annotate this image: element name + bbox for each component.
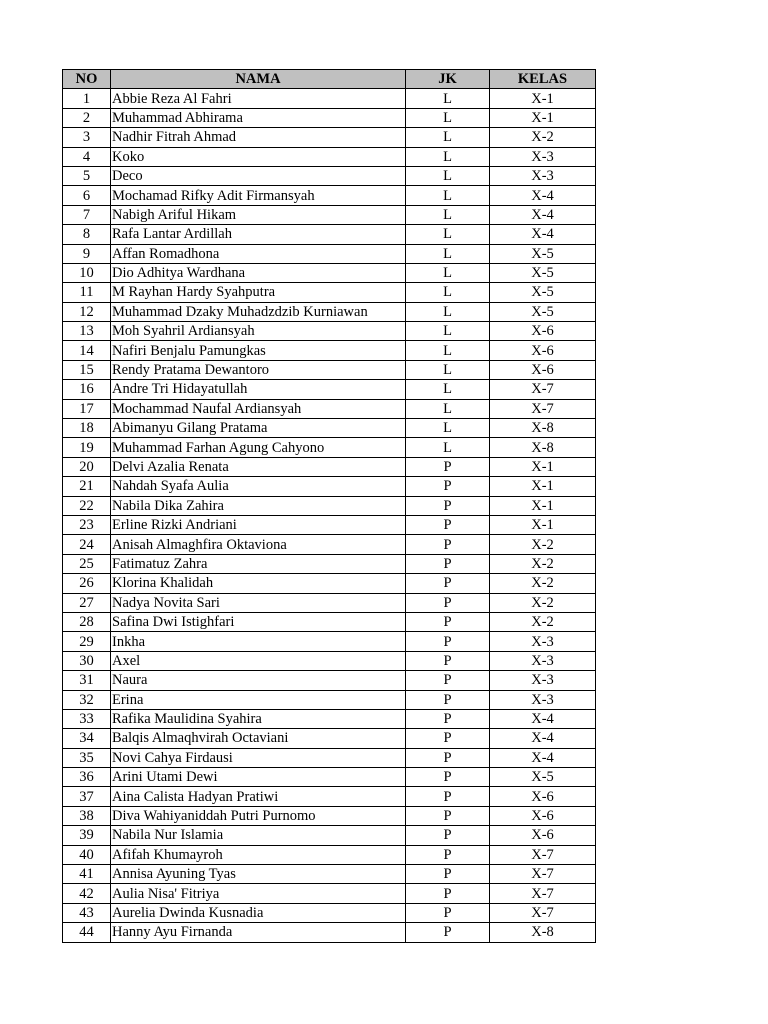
cell-jk: L [406, 302, 490, 321]
cell-jk: P [406, 884, 490, 903]
cell-jk: L [406, 399, 490, 418]
cell-nama: Nadhir Fitrah Ahmad [111, 128, 406, 147]
cell-jk: P [406, 806, 490, 825]
table-header [63, 70, 596, 89]
cell-nama: Arini Utami Dewi [111, 768, 406, 787]
cell-jk: L [406, 128, 490, 147]
cell-kelas: X-5 [490, 768, 596, 787]
cell-nama: Mochamad Rifky Adit Firmansyah [111, 186, 406, 205]
cell-kelas: X-4 [490, 205, 596, 224]
cell-no: 44 [63, 923, 111, 942]
cell-kelas: X-3 [490, 147, 596, 166]
cell-nama: Inkha [111, 632, 406, 651]
cell-no: 18 [63, 419, 111, 438]
cell-kelas: X-6 [490, 806, 596, 825]
cell-kelas: X-5 [490, 244, 596, 263]
header-kelas: KELAS [490, 70, 596, 89]
cell-kelas: X-6 [490, 322, 596, 341]
cell-nama: Nabigh Ariful Hikam [111, 205, 406, 224]
table-row [63, 690, 596, 709]
table-row [63, 302, 596, 321]
cell-no: 29 [63, 632, 111, 651]
cell-no: 10 [63, 263, 111, 282]
table-row [63, 341, 596, 360]
table-row [63, 865, 596, 884]
cell-jk: L [406, 225, 490, 244]
cell-nama: Nadya Novita Sari [111, 593, 406, 612]
table-body [63, 89, 596, 942]
cell-no: 21 [63, 477, 111, 496]
cell-nama: Mochammad Naufal Ardiansyah [111, 399, 406, 418]
cell-kelas: X-6 [490, 341, 596, 360]
cell-nama: Diva Wahiyaniddah Putri Purnomo [111, 806, 406, 825]
cell-kelas: X-3 [490, 671, 596, 690]
table-row [63, 147, 596, 166]
table-row [63, 457, 596, 476]
table-row [63, 322, 596, 341]
cell-no: 19 [63, 438, 111, 457]
cell-jk: L [406, 263, 490, 282]
cell-no: 33 [63, 709, 111, 728]
cell-jk: P [406, 768, 490, 787]
cell-nama: Rendy Pratama Dewantoro [111, 360, 406, 379]
cell-no: 37 [63, 787, 111, 806]
cell-jk: L [406, 438, 490, 457]
cell-kelas: X-7 [490, 399, 596, 418]
cell-jk: P [406, 574, 490, 593]
cell-jk: L [406, 89, 490, 108]
cell-kelas: X-1 [490, 457, 596, 476]
cell-kelas: X-4 [490, 748, 596, 767]
table-row [63, 651, 596, 670]
table-row [63, 574, 596, 593]
cell-jk: L [406, 108, 490, 127]
table-row [63, 128, 596, 147]
cell-jk: P [406, 729, 490, 748]
cell-no: 17 [63, 399, 111, 418]
cell-jk: L [406, 283, 490, 302]
cell-no: 35 [63, 748, 111, 767]
cell-kelas: X-1 [490, 108, 596, 127]
cell-kelas: X-2 [490, 554, 596, 573]
cell-nama: M Rayhan Hardy Syahputra [111, 283, 406, 302]
table-row [63, 186, 596, 205]
cell-kelas: X-1 [490, 477, 596, 496]
cell-nama: Muhammad Abhirama [111, 108, 406, 127]
cell-nama: Erline Rizki Andriani [111, 515, 406, 534]
cell-jk: P [406, 651, 490, 670]
cell-jk: L [406, 147, 490, 166]
cell-no: 42 [63, 884, 111, 903]
table-row [63, 244, 596, 263]
cell-kelas: X-7 [490, 380, 596, 399]
cell-no: 25 [63, 554, 111, 573]
cell-nama: Afifah Khumayroh [111, 845, 406, 864]
cell-nama: Affan Romadhona [111, 244, 406, 263]
table-row [63, 554, 596, 573]
table-row [63, 787, 596, 806]
cell-no: 43 [63, 903, 111, 922]
header-row [63, 70, 596, 89]
cell-no: 28 [63, 612, 111, 631]
cell-nama: Balqis Almaqhvirah Octaviani [111, 729, 406, 748]
table-row [63, 205, 596, 224]
table-row [63, 419, 596, 438]
table-row [63, 380, 596, 399]
cell-no: 38 [63, 806, 111, 825]
cell-no: 7 [63, 205, 111, 224]
cell-no: 27 [63, 593, 111, 612]
cell-kelas: X-2 [490, 128, 596, 147]
cell-nama: Annisa Ayuning Tyas [111, 865, 406, 884]
cell-kelas: X-3 [490, 166, 596, 185]
cell-no: 11 [63, 283, 111, 302]
cell-nama: Anisah Almaghfira Oktaviona [111, 535, 406, 554]
cell-nama: Deco [111, 166, 406, 185]
table-row [63, 709, 596, 728]
cell-kelas: X-5 [490, 283, 596, 302]
cell-nama: Naura [111, 671, 406, 690]
table-row [63, 535, 596, 554]
cell-nama: Rafa Lantar Ardillah [111, 225, 406, 244]
cell-kelas: X-3 [490, 632, 596, 651]
cell-no: 30 [63, 651, 111, 670]
table-row [63, 923, 596, 942]
cell-no: 20 [63, 457, 111, 476]
cell-no: 36 [63, 768, 111, 787]
cell-kelas: X-8 [490, 419, 596, 438]
cell-jk: L [406, 380, 490, 399]
cell-jk: P [406, 496, 490, 515]
table-row [63, 263, 596, 282]
cell-nama: Rafika Maulidina Syahira [111, 709, 406, 728]
cell-kelas: X-1 [490, 515, 596, 534]
cell-jk: P [406, 554, 490, 573]
cell-kelas: X-1 [490, 496, 596, 515]
table-row [63, 283, 596, 302]
cell-no: 2 [63, 108, 111, 127]
table-row [63, 903, 596, 922]
cell-jk: P [406, 535, 490, 554]
table-row [63, 671, 596, 690]
cell-nama: Abimanyu Gilang Pratama [111, 419, 406, 438]
cell-nama: Nabila Nur Islamia [111, 826, 406, 845]
table-row [63, 399, 596, 418]
table-row [63, 612, 596, 631]
header-nama: NAMA [111, 70, 406, 89]
cell-no: 6 [63, 186, 111, 205]
cell-nama: Nabila Dika Zahira [111, 496, 406, 515]
cell-jk: P [406, 612, 490, 631]
cell-kelas: X-7 [490, 884, 596, 903]
cell-kelas: X-5 [490, 263, 596, 282]
cell-jk: P [406, 477, 490, 496]
cell-nama: Dio Adhitya Wardhana [111, 263, 406, 282]
cell-jk: P [406, 748, 490, 767]
cell-kelas: X-4 [490, 729, 596, 748]
cell-kelas: X-5 [490, 302, 596, 321]
header-jk: JK [406, 70, 490, 89]
table-row [63, 438, 596, 457]
cell-no: 4 [63, 147, 111, 166]
cell-no: 8 [63, 225, 111, 244]
cell-kelas: X-3 [490, 690, 596, 709]
table-row [63, 632, 596, 651]
table-row [63, 729, 596, 748]
cell-jk: L [406, 341, 490, 360]
cell-no: 9 [63, 244, 111, 263]
table-row [63, 768, 596, 787]
cell-nama: Muhammad Dzaky Muhadzdzib Kurniawan [111, 302, 406, 321]
table-row [63, 225, 596, 244]
cell-no: 40 [63, 845, 111, 864]
cell-kelas: X-3 [490, 651, 596, 670]
cell-jk: P [406, 865, 490, 884]
cell-jk: P [406, 709, 490, 728]
cell-nama: Abbie Reza Al Fahri [111, 89, 406, 108]
cell-nama: Aina Calista Hadyan Pratiwi [111, 787, 406, 806]
cell-jk: L [406, 322, 490, 341]
cell-no: 16 [63, 380, 111, 399]
cell-no: 24 [63, 535, 111, 554]
cell-no: 14 [63, 341, 111, 360]
cell-no: 34 [63, 729, 111, 748]
cell-kelas: X-4 [490, 709, 596, 728]
cell-jk: P [406, 515, 490, 534]
cell-kelas: X-6 [490, 787, 596, 806]
table-row [63, 89, 596, 108]
cell-nama: Muhammad Farhan Agung Cahyono [111, 438, 406, 457]
cell-nama: Safina Dwi Istighfari [111, 612, 406, 631]
cell-kelas: X-7 [490, 865, 596, 884]
header-no: NO [63, 70, 111, 89]
table-row [63, 884, 596, 903]
cell-jk: L [406, 360, 490, 379]
cell-kelas: X-1 [490, 89, 596, 108]
cell-kelas: X-6 [490, 360, 596, 379]
cell-nama: Andre Tri Hidayatullah [111, 380, 406, 399]
cell-nama: Moh Syahril Ardiansyah [111, 322, 406, 341]
cell-nama: Axel [111, 651, 406, 670]
cell-nama: Koko [111, 147, 406, 166]
cell-jk: P [406, 457, 490, 476]
cell-jk: L [406, 244, 490, 263]
cell-kelas: X-6 [490, 826, 596, 845]
cell-nama: Delvi Azalia Renata [111, 457, 406, 476]
cell-jk: P [406, 690, 490, 709]
cell-jk: L [406, 166, 490, 185]
table-row [63, 593, 596, 612]
cell-kelas: X-4 [490, 186, 596, 205]
cell-no: 3 [63, 128, 111, 147]
student-table [62, 69, 596, 943]
cell-jk: P [406, 826, 490, 845]
table-row [63, 748, 596, 767]
cell-nama: Hanny Ayu Firnanda [111, 923, 406, 942]
cell-no: 23 [63, 515, 111, 534]
cell-jk: L [406, 419, 490, 438]
table-row [63, 477, 596, 496]
cell-kelas: X-4 [490, 225, 596, 244]
cell-jk: P [406, 632, 490, 651]
cell-no: 26 [63, 574, 111, 593]
table-row [63, 108, 596, 127]
cell-no: 41 [63, 865, 111, 884]
cell-no: 22 [63, 496, 111, 515]
table-row [63, 515, 596, 534]
table-row [63, 360, 596, 379]
cell-jk: P [406, 923, 490, 942]
cell-no: 31 [63, 671, 111, 690]
table-row [63, 806, 596, 825]
cell-kelas: X-2 [490, 612, 596, 631]
cell-no: 32 [63, 690, 111, 709]
cell-jk: L [406, 186, 490, 205]
cell-kelas: X-8 [490, 923, 596, 942]
table-row [63, 826, 596, 845]
table-row [63, 845, 596, 864]
cell-kelas: X-2 [490, 593, 596, 612]
cell-nama: Novi Cahya Firdausi [111, 748, 406, 767]
cell-nama: Aurelia Dwinda Kusnadia [111, 903, 406, 922]
cell-kelas: X-2 [490, 535, 596, 554]
cell-nama: Nafiri Benjalu Pamungkas [111, 341, 406, 360]
cell-nama: Erina [111, 690, 406, 709]
cell-jk: P [406, 845, 490, 864]
cell-nama: Klorina Khalidah [111, 574, 406, 593]
cell-kelas: X-2 [490, 574, 596, 593]
table-row [63, 166, 596, 185]
cell-kelas: X-7 [490, 903, 596, 922]
table-row [63, 496, 596, 515]
cell-jk: P [406, 903, 490, 922]
cell-no: 5 [63, 166, 111, 185]
cell-nama: Fatimatuz Zahra [111, 554, 406, 573]
cell-no: 39 [63, 826, 111, 845]
cell-no: 12 [63, 302, 111, 321]
cell-kelas: X-7 [490, 845, 596, 864]
cell-nama: Nahdah Syafa Aulia [111, 477, 406, 496]
cell-no: 15 [63, 360, 111, 379]
cell-jk: P [406, 671, 490, 690]
cell-jk: P [406, 787, 490, 806]
cell-no: 13 [63, 322, 111, 341]
cell-jk: L [406, 205, 490, 224]
cell-nama: Aulia Nisa' Fitriya [111, 884, 406, 903]
cell-kelas: X-8 [490, 438, 596, 457]
cell-no: 1 [63, 89, 111, 108]
cell-jk: P [406, 593, 490, 612]
